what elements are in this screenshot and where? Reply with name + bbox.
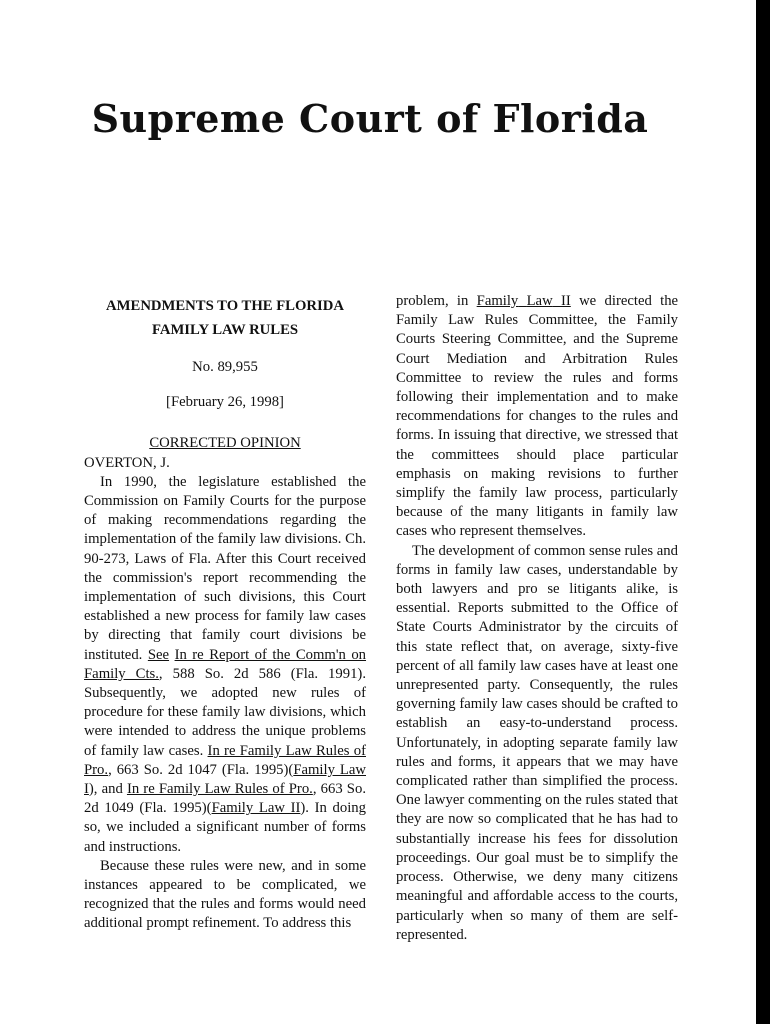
citation-report: In re Report of the Comm'n on Family Cts. [84, 646, 367, 682]
citation-family-rules-2: In re Family Law Rules of Pro. [126, 781, 313, 798]
case-title-line1: AMENDMENTS TO THE FLORIDA [106, 298, 344, 314]
decision-date: [February 26, 1998] [166, 394, 284, 411]
citation-family-law-i: Family Law I [84, 761, 366, 798]
corrected-opinion-label: CORRECTED OPINION [149, 435, 301, 452]
citation-family-rules-1: In re Family Law Rules of Pro. [84, 742, 366, 778]
paragraph-2: Because these rules were new, and in some instances appeared to be complicated, we recognized that the rules and forms would need additional prompt refinement. To address this [84, 857, 367, 932]
see-signal: See [147, 646, 170, 663]
citation-family-law-ii: Family Law II [211, 800, 301, 817]
scan-edge-bar [756, 0, 770, 1024]
court-name-heading: Supreme Court of Florida [91, 96, 649, 141]
opinion-author: OVERTON, J. [84, 454, 170, 471]
paragraph-1: In 1990, the legislature established the Commission on Family Courts for the purpose of making recommendations regarding the implementation of the family law divisions. Ch. 90-273, Laws of Fla. After this Court received the commission's report recommending the implementation of such divisions, this Court established a new process for family law cases by directing that family court divisions be instituted. See In re Report of the Comm'n on Family Cts., 588 So. 2d 586 (Fla. 1991). Subsequently, we adopted new rules of procedure for these family law divisions, which were intended to address the unique problems of family law cases. In re Family Law Rules of Pro., 663 So. 2d 1047 (Fla. 1995)(Family Law I), and In re Family Law Rules of Pro., 663 So. 2d 1049 (Fla. 1995)(Family Law II). In doing so, we included a significant number of forms and instructions. [84, 473, 367, 855]
paragraph-3: The development of common sense rules and forms in family law cases, understandable by both lawyers and pro se litigants alike, is essential. Reports submitted to the Office of State Courts Administrator by the circuits of this state reflect that, on average, sixty-five percent of all family law cases have at least one unrepresented party. Consequently, the rules governing family law cases should be crafted to establish an easy-to-understand process. Unfortunately, in adopting separate family law rules and forms, it appears that we may have complicated rather than simplified the process. One lawyer commenting on the rules stated that they are now so complicated that he has had to substantially increase his fees for dissolution proceedings. Our goal must be to simplify the process. Otherwise, we deny many citizens meaningful and affordable access to the courts, particularly when so many of them are self-represented. [396, 542, 678, 943]
docket-number: No. 89,955 [192, 359, 258, 375]
case-title-line2: FAMILY LAW RULES [151, 322, 299, 338]
paragraph-2-continued: problem, in Family Law II we directed the Family Law Rules Committee, the Family Courts Steering Committee, and the Supreme Court Mediation and Arbitration Rules Committee to review the rules and forms following their implementation and to make recommendations for changes to the rules and forms. In issuing that directive, we stressed that the committees should place particular emphasis on making revisions to further simplify the family law process, particularly because of the many litigants in family law cases who represent themselves. [396, 293, 679, 540]
left-column [84, 292, 366, 934]
right-column [396, 292, 678, 945]
